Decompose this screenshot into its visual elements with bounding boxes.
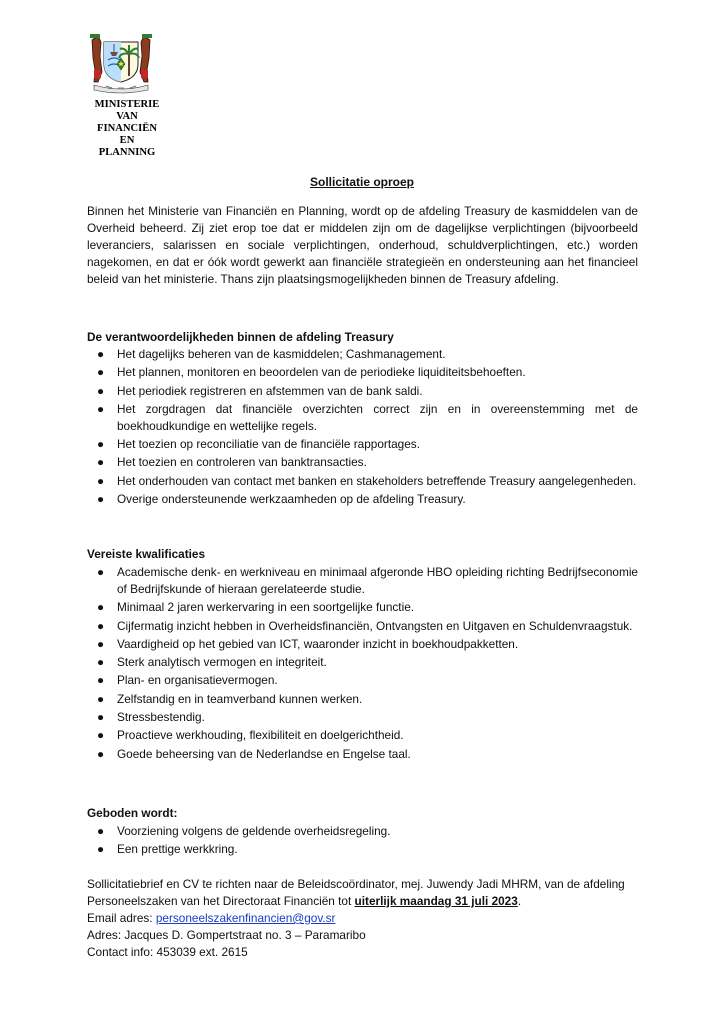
bullet-icon: ● bbox=[97, 401, 105, 416]
ministry-line: VAN bbox=[116, 111, 138, 122]
list-item-text: Het zorgdragen dat financiële overzichten correct zijn en in overeenstemming met de boekhoudkundige en wettelijke regels. bbox=[117, 401, 638, 433]
qualifications-list bbox=[87, 564, 638, 764]
list-item bbox=[87, 383, 638, 400]
offered-heading: Geboden wordt: bbox=[87, 806, 178, 820]
list-item-text: Minimaal 2 jaren werkervaring in een soortgelijke functie. bbox=[117, 600, 415, 615]
list-item bbox=[87, 473, 638, 490]
closing-end: . bbox=[517, 894, 522, 908]
list-item-text: Stressbestendig. bbox=[117, 710, 205, 725]
qualifications-heading: Vereiste kwalificaties bbox=[87, 547, 206, 561]
ministry-line: EN bbox=[119, 135, 135, 146]
list-item-text: Het toezien op reconciliatie van de financiële rapportages. bbox=[117, 437, 420, 452]
list-item-text: Goede beheersing van de Nederlandse en Engelse taal. bbox=[117, 746, 411, 761]
list-item-text: Plan- en organisatievermogen. bbox=[117, 673, 278, 688]
list-item bbox=[87, 364, 638, 381]
bullet-icon: ● bbox=[97, 842, 105, 857]
bullet-icon: ● bbox=[97, 655, 105, 670]
list-item bbox=[87, 436, 638, 453]
document-title: Sollicitatie oproep bbox=[309, 175, 414, 189]
list-item bbox=[87, 454, 638, 471]
list-item bbox=[87, 746, 638, 763]
list-item-text: Academische denk- en werkniveau en minimaal afgeronde HBO opleiding richting Bedrijfseconomie of Bedrijfskunde of hieraan gerelateerde studie. bbox=[117, 565, 638, 596]
bullet-icon: ● bbox=[97, 824, 105, 838]
list-item-text: Voorziening volgens de geldende overheidsregeling. bbox=[117, 824, 391, 838]
list-item-text: Het plannen, monitoren en beoordelen van de periodieke liquiditeitsbehoeften. bbox=[117, 365, 526, 380]
deadline: uiterlijk maandag 31 juli 2023 bbox=[354, 894, 518, 908]
list-item bbox=[87, 654, 638, 671]
list-item bbox=[87, 401, 638, 435]
closing-text: Sollicitatiebrief en CV te richten naar de Beleidscoördinator, mej. Juwendy Jadi MHRM, van de afdeling Personeelszaken van het Directoraat Financiën tot bbox=[87, 877, 625, 908]
bullet-icon: ● bbox=[97, 383, 105, 398]
bullet-icon: ● bbox=[97, 691, 105, 706]
bullet-icon: ● bbox=[97, 365, 105, 380]
bullet-icon: ● bbox=[97, 636, 105, 651]
ministry-line: FINANCIËN bbox=[96, 123, 158, 134]
contact-line: Contact info: 453039 ext. 2615 bbox=[87, 945, 248, 959]
suriname-coat-of-arms-icon bbox=[88, 30, 154, 94]
bullet-icon: ● bbox=[97, 673, 105, 688]
ministry-line: MINISTERIE bbox=[94, 99, 160, 110]
list-item-text: Zelfstandig en in teamverband kunnen werken. bbox=[117, 691, 363, 706]
bullet-icon: ● bbox=[97, 710, 105, 725]
list-item-text: Vaardigheid op het gebied van ICT, waaronder inzicht in boekhoudpakketten. bbox=[117, 636, 519, 651]
responsibilities-heading: De verantwoordelijkheden binnen de afdeling Treasury bbox=[87, 330, 394, 344]
list-item bbox=[87, 564, 638, 598]
list-item bbox=[87, 636, 638, 653]
list-item bbox=[87, 709, 638, 726]
bullet-icon: ● bbox=[97, 618, 105, 633]
list-item-text: Het periodiek registreren en afstemmen van de bank saldi. bbox=[117, 383, 423, 398]
email-link[interactable]: personeelszakenfinancien@gov.sr bbox=[155, 911, 336, 925]
bullet-icon: ● bbox=[97, 565, 105, 579]
list-item-text: Sterk analytisch vermogen en integriteit. bbox=[117, 655, 327, 670]
bullet-icon: ● bbox=[97, 473, 105, 488]
list-item-text: Een prettige werkkring. bbox=[117, 842, 238, 857]
address-line: Adres: Jacques D. Gompertstraat no. 3 – Paramaribo bbox=[87, 928, 366, 942]
list-item bbox=[87, 823, 638, 840]
list-item bbox=[87, 727, 638, 744]
bullet-icon: ● bbox=[97, 455, 105, 470]
ministry-name bbox=[72, 99, 182, 159]
bullet-icon: ● bbox=[97, 728, 105, 743]
list-item-text: Proactieve werkhouding, flexibiliteit en doelgerichtheid. bbox=[117, 728, 404, 743]
intro-paragraph: Binnen het Ministerie van Financiën en Planning, wordt op de afdeling Treasury de kasmiddelen van de Overheid beheerd. Zij ziet erop toe dat er middelen zijn om de dagelijkse verplichtingen (bijvoorbeeld leveranciers, salarissen en sociale verplichtingen, onderhoud, schuldverplichtingen, etc.) worden nagekomen, en dat er óók wordt gewerkt aan financiële strategieën en ondersteuning aan het financieel beleid van het ministerie. Thans zijn plaatsingsmogelijkheden binnen de Treasury afdeling. bbox=[87, 204, 638, 286]
bullet-icon: ● bbox=[97, 746, 105, 761]
list-item bbox=[87, 841, 638, 858]
responsibilities-list bbox=[87, 346, 638, 509]
closing-paragraph bbox=[87, 876, 638, 961]
list-item bbox=[87, 346, 638, 363]
bullet-icon: ● bbox=[97, 437, 105, 452]
offered-list bbox=[87, 823, 638, 860]
list-item-text: Het onderhouden van contact met banken en stakeholders betreffende Treasury aangelegenheden. bbox=[117, 473, 637, 488]
ministry-line: PLANNING bbox=[98, 147, 156, 158]
list-item bbox=[87, 599, 638, 616]
list-item-text: Overige ondersteunende werkzaamheden op de afdeling Treasury. bbox=[117, 492, 466, 507]
list-item bbox=[87, 618, 638, 635]
list-item-text: Cijfermatig inzicht hebben in Overheidsfinanciën, Ontvangsten en Uitgaven en Schuldenvraagstuk. bbox=[117, 618, 633, 633]
bullet-icon: ● bbox=[97, 600, 105, 615]
bullet-icon: ● bbox=[97, 347, 105, 361]
list-item bbox=[87, 491, 638, 508]
list-item-text: Het toezien en controleren van banktransacties. bbox=[117, 455, 367, 470]
list-item bbox=[87, 672, 638, 689]
list-item-text: Het dagelijks beheren van de kasmiddelen; Cashmanagement. bbox=[117, 347, 446, 361]
bullet-icon: ● bbox=[97, 492, 105, 507]
list-item bbox=[87, 691, 638, 708]
email-label: Email adres: bbox=[87, 911, 156, 925]
